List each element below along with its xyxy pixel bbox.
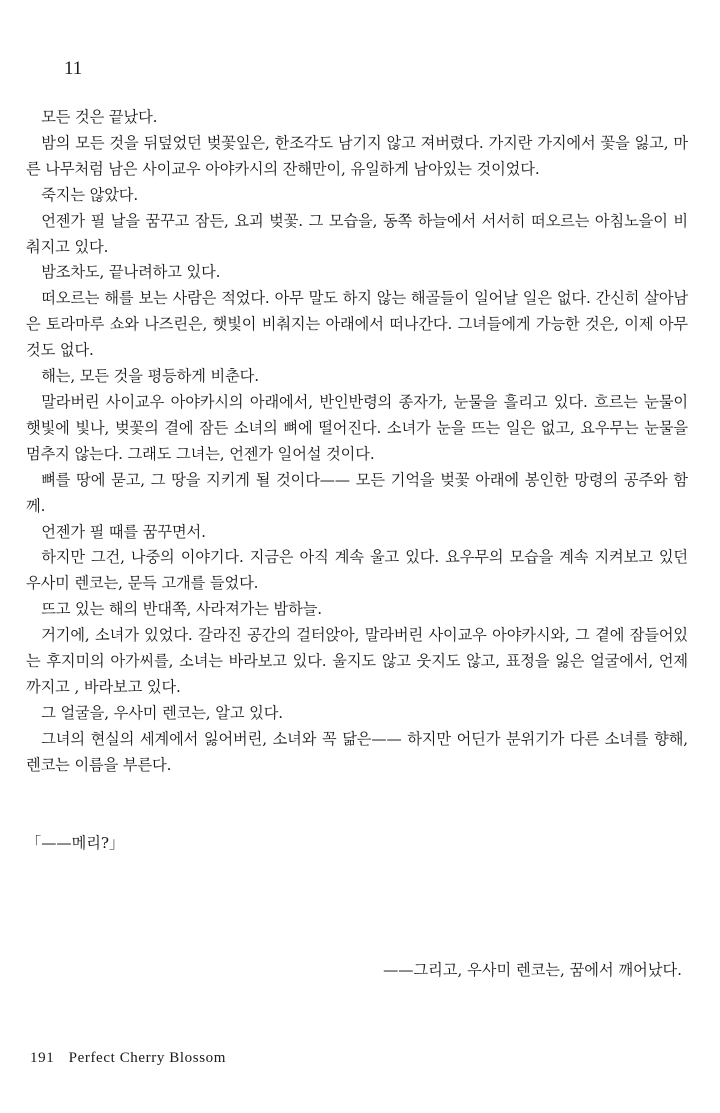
- paragraph: 말라버린 사이교우 아야카시의 아래에서, 반인반령의 종자가, 눈물을 흘리고 있다. 흐르는 눈물이 햇빛에 빛나, 벚꽃의 결에 잠든 소녀의 뼈에 떨어진다. 소녀가 눈을 뜨는 일은 없고, 요우무는 눈물을 멈추지 않는다. 그래도 그녀는, 언젠가 일어설 것이다.: [26, 392, 688, 463]
- paragraph: 거기에, 소녀가 있었다. 갈라진 공간의 걸터앉아, 말라버린 사이교우 아야카시와, 그 곁에 잠들어있는 후지미의 아가씨를, 소녀는 바라보고 있다. 울지도 않고 웃지도 않고, 표정을 잃은 얼굴에서, 언제까지고 , 바라보고 있다.: [26, 626, 688, 696]
- paragraph: 해는, 모든 것을 평등하게 비춘다.: [41, 367, 259, 386]
- page-footer: [30, 1050, 226, 1067]
- paragraph: 떠오르는 해를 보는 사람은 적었다. 아무 말도 하지 않는 해골들이 일어날 일은 없다. 간신히 살아남은 토라마루 쇼와 나즈린은, 햇빛이 비춰지는 아래에서 떠나간다. 그녀들에게 가능한 것은, 이제 아무것도 없다.: [26, 289, 688, 360]
- paragraph: 모든 것은 끝났다.: [41, 108, 158, 126]
- dialogue-line: 「——메리?」: [26, 834, 125, 852]
- paragraph: 하지만 그건, 나중의 이야기다. 지금은 아직 계속 울고 있다. 요우무의 모습을 계속 지켜보고 있던 우사미 렌코는, 문득 고개를 들었다.: [26, 548, 688, 593]
- paragraph: 그녀의 현실의 세계에서 잃어버린, 소녀와 꼭 닮은—— 하지만 어딘가 분위기가 다른 소녀를 향해, 렌코는 이름을 부른다.: [26, 729, 688, 774]
- paragraph: 뜨고 있는 해의 반대쪽, 사라져가는 밤하늘.: [41, 600, 322, 619]
- paragraph: 죽지는 않았다.: [41, 185, 139, 204]
- page-number: 11: [64, 58, 83, 79]
- paragraph: 밤의 모든 것을 뒤덮었던 벚꽃잎은, 한조각도 남기지 않고 져버렸다. 가지란 가지에서 꽃을 잃고, 마른 나무처럼 남은 사이교우 아야카시의 잔해만이, 유일하게 남아있는 것이었다.: [26, 133, 688, 178]
- paragraph: 뼈를 땅에 묻고, 그 땅을 지키게 될 것이다—— 모든 기억을 벚꽃 아래에 봉인한 망령의 공주와 함께.: [26, 470, 688, 515]
- paragraph: 언젠가 필 날을 꿈꾸고 잠든, 요괴 벚꽃. 그 모습을, 동쪽 하늘에서 서서히 떠오르는 아침노을이 비춰지고 있다.: [26, 211, 688, 256]
- paragraph: 밤조차도, 끝나려하고 있다.: [41, 263, 221, 282]
- body-text: [26, 105, 688, 779]
- paragraph: 그 얼굴을, 우사미 렌코는, 알고 있다.: [41, 703, 284, 722]
- footer-page-number: 191: [30, 1050, 55, 1066]
- paragraph: 언젠가 필 때를 꿈꾸면서.: [41, 522, 206, 541]
- footer-book-title: Perfect Cherry Blossom: [68, 1050, 227, 1066]
- closing-line: ——그리고, 우사미 렌코는, 꿈에서 깨어났다.: [383, 961, 682, 979]
